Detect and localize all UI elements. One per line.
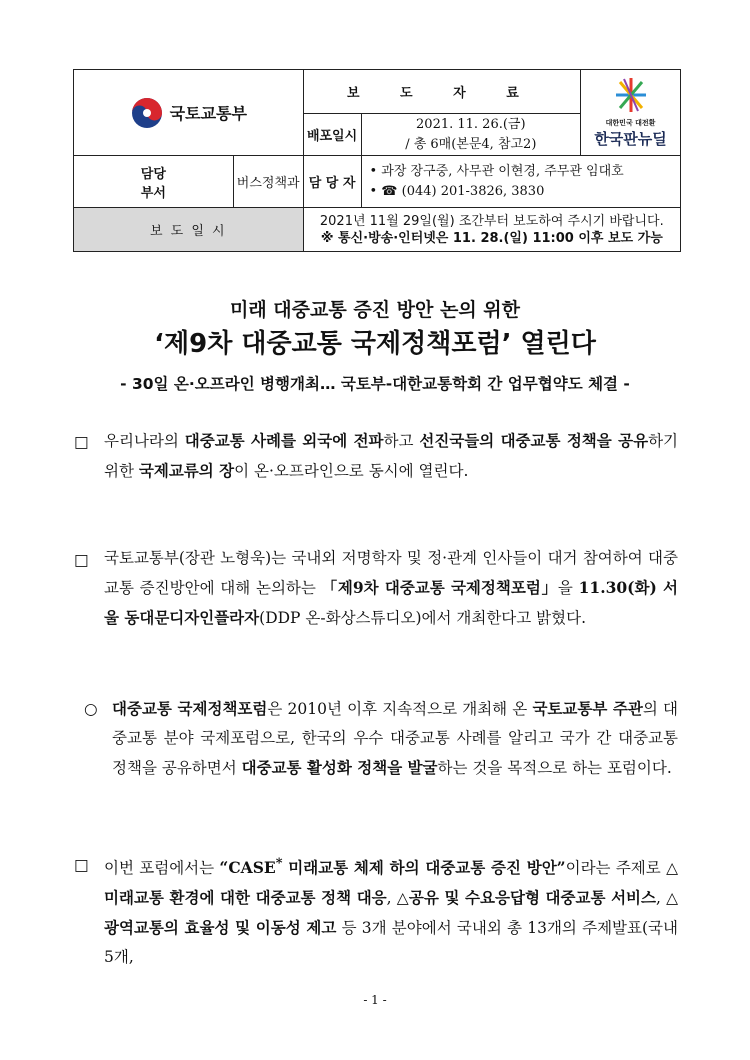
- paragraph-1: 우리나라의 대중교통 사례를 외국에 전파하고 선진국들의 대중교통 정책을 공유하기 위한 국제교류의 장이 온·오프라인으로 동시에 열린다.: [104, 431, 679, 480]
- press-release-title: 보 도 자 료: [303, 70, 580, 114]
- square-bullet-3: □: [74, 856, 89, 874]
- press-header-table: [73, 69, 681, 252]
- page-number: - 1 -: [363, 993, 387, 1007]
- paragraph-2: 국토교통부(장관 노형욱)는 국내외 저명학자 및 정·관계 인사들이 대거 참여하여 대중교통 증진방안에 대해 논의하는 「제9차 대중교통 국제정책포럼」을 11.30(화) 서울 동대문디자인플라자(DDP 온-화상스튜디오)에서 개최한다고 밝혔다.: [104, 549, 678, 627]
- korean-new-deal-logo: [581, 70, 681, 156]
- contact-label: 담 당 자: [303, 156, 361, 208]
- ministry-name: 국토교통부: [169, 104, 247, 123]
- paragraph-3: 대중교통 국제정책포럼은 2010년 이후 지속적으로 개최해 온 국토교통부 주관의 대중교통 분야 국제포럼으로, 한국의 우수 대중교통 사례를 알리고 국가 간 대중교통 정책을 공유하면서 대중교통 활성화 정책을 발굴하는 것을 목적으로 하는 포럼이다.: [112, 699, 678, 777]
- ministry-emblem-icon: [130, 96, 164, 130]
- square-bullet-1: □: [74, 433, 89, 451]
- release-info: [303, 208, 680, 252]
- new-deal-name: 한국판뉴딜: [594, 130, 667, 148]
- dept-value: [233, 156, 303, 208]
- contact-people: • 과장 장구중, 사무관 이현경, 주무관 임대호: [369, 163, 624, 179]
- contact-phone: • ☎ (044) 201-3826, 3830: [369, 183, 545, 199]
- new-deal-caption: 대한민국 대전환: [605, 119, 656, 127]
- distribution-label: 배포일시: [303, 114, 361, 156]
- paragraph-4: 이번 포럼에서는 “CASE* 미래교통 체제 하의 대중교통 증진 방안”이라는 주제로 △미래교통 환경에 대한 대중교통 정책 대응, △공유 및 수요응답형 대중교통 서비스, △광역교통의 효율성 및 이동성 제고 등 3개 분야에서 국내외 총 13개의 주제발표(국내 5개,: [104, 856, 678, 967]
- dept-value-text: 버스정책과: [236, 176, 300, 191]
- release-line-2: ※ 통신·방송·인터넷은 11. 28.(일) 11:00 이후 보도 가능: [320, 230, 663, 246]
- contact-info: [361, 156, 681, 208]
- distribution-pages: / 총 6매(본문4, 참고2): [405, 136, 537, 152]
- headline-subtitle: - 30일 온·오프라인 병행개최… 국토부-대한교통학회 간 업무협약도 체결 -: [120, 375, 630, 393]
- headline-line-1: 미래 대중교통 증진 방안 논의 위한: [229, 299, 521, 321]
- dept-label: 담당 부서: [74, 156, 234, 208]
- ministry-logo-cell: [74, 70, 304, 156]
- square-bullet-2: □: [74, 551, 89, 569]
- release-label: 보 도 일 시: [74, 208, 304, 252]
- release-line-1: 2021년 11월 29일(월) 조간부터 보도하여 주시기 바랍니다.: [319, 213, 664, 229]
- distribution-date: 2021. 11. 26.(금): [416, 116, 526, 132]
- new-deal-star-icon: [614, 76, 648, 114]
- headline-line-2: ‘제9차 대중교통 국제정책포럼’ 열린다: [154, 329, 596, 359]
- distribution-info: [361, 114, 581, 156]
- circle-bullet-1: ○: [84, 700, 98, 718]
